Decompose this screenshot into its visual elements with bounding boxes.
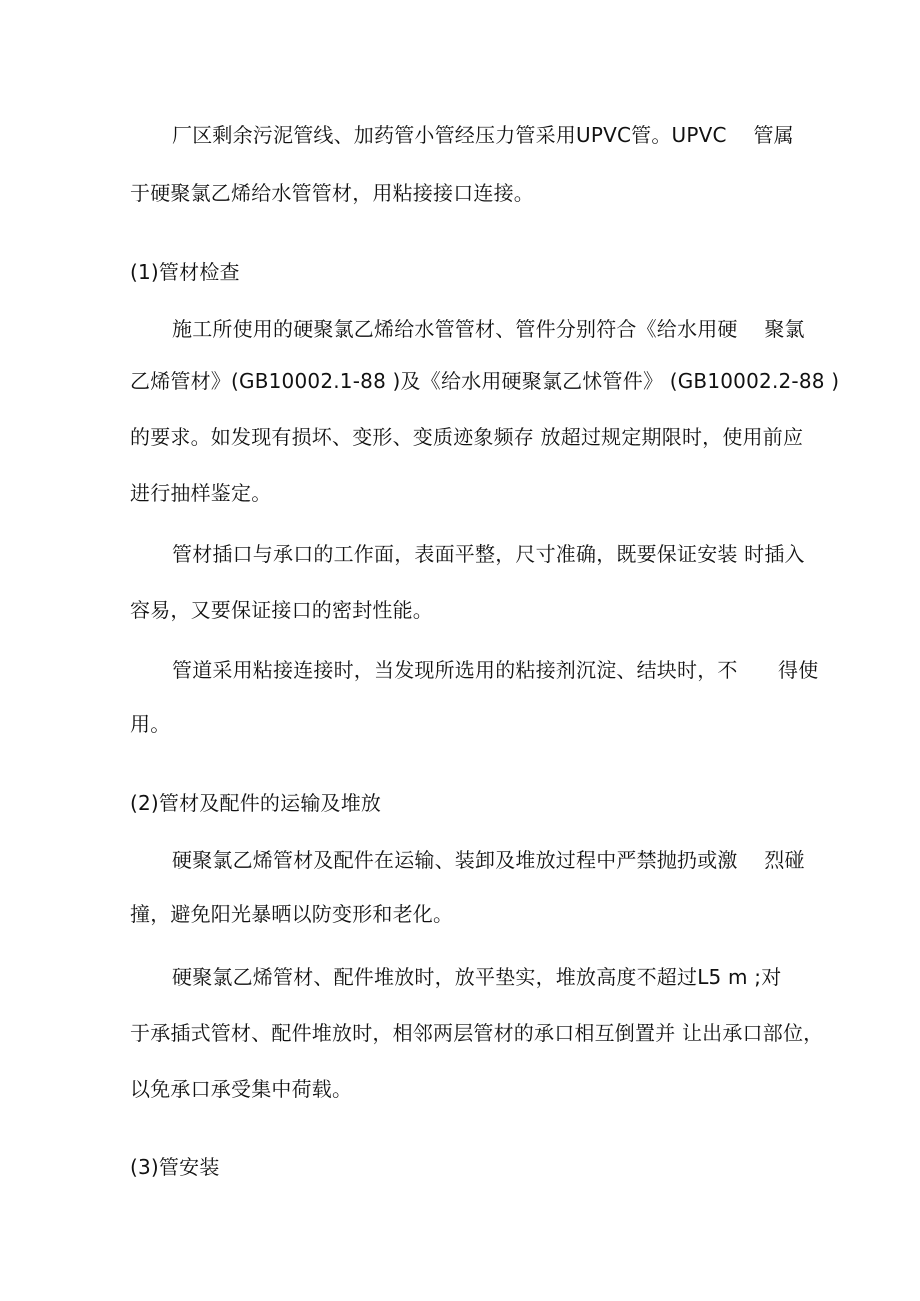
text-line: 施工所使用的硬聚氯乙烯给水管管材、管件分别符合《给水用硬 聚氯 (172, 317, 805, 341)
text-line: 进行抽样鉴定。 (130, 481, 272, 505)
section-heading: (2)管材及配件的运输及堆放 (130, 791, 382, 815)
text-line: 撞，避免阳光暴晒以防变形和老化。 (130, 902, 454, 926)
text-line: 硬聚氯乙烯管材及配件在运输、装卸及堆放过程中严禁抛扔或激 烈碰 (172, 848, 805, 872)
text-line: 管道采用粘接连接时，当发现所选用的粘接剂沉淀、结块时，不 得使 (172, 658, 819, 682)
text-line: 乙烯管材》(GB10002.1-88 )及《给水用硬聚氯乙怵管件》 (GB10002.2-88 ) (130, 369, 840, 393)
text-line: 于承插式管材、配件堆放时，相邻两层管材的承口相互倒置并 让出承口部位， (130, 1021, 824, 1045)
text-line: 于硬聚氯乙烯给水管管材，用粘接接口连接。 (130, 181, 534, 205)
section-heading: (1)管材检查 (130, 260, 240, 284)
text-line: 以免承口承受集中荷载。 (130, 1077, 353, 1101)
text-line: 厂区剩余污泥管线、加药管小管经压力管采用UPVC管。UPVC 管属 (172, 123, 794, 147)
text-line: 用。 (130, 712, 171, 736)
text-line: 硬聚氯乙烯管材、配件堆放时，放平垫实，堆放高度不超过L5 m ;对 (172, 965, 782, 989)
text-line: 的要求。如发现有损坏、变形、变质迹象频存 放超过规定期限时，使用前应 (130, 425, 804, 449)
text-line: 管材插口与承口的工作面，表面平整，尺寸准确，既要保证安装 时插入 (172, 542, 805, 566)
section-heading: (3)管安装 (130, 1155, 220, 1179)
text-line: 容易，又要保证接口的密封性能。 (130, 598, 433, 622)
